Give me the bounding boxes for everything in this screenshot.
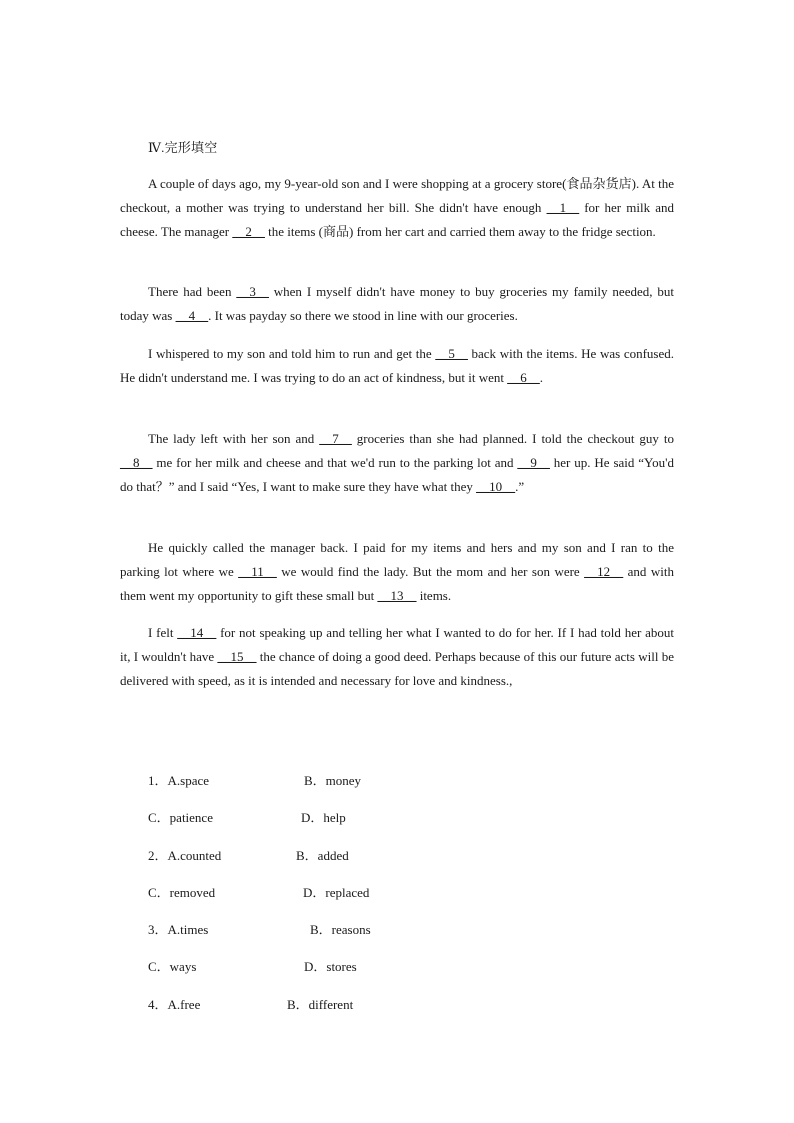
blank-number: __15__ (217, 649, 257, 664)
option-left: 2．A.counted (148, 848, 222, 863)
blank-number: __1__ (546, 200, 580, 215)
passage-paragraph-4 (120, 427, 674, 499)
option-right: B．reasons (310, 922, 371, 937)
option-right: D．replaced (303, 885, 370, 900)
passage-paragraph-2 (120, 280, 674, 328)
passage-text: back with the items. He was confused. He didn't understand me. I was trying to do an act of kindness, but it went (120, 346, 674, 385)
blank-number: __7__ (319, 431, 352, 446)
blank-number: __5__ (435, 346, 468, 361)
option-left: 3．A.times (148, 922, 209, 937)
blank-number: __2__ (232, 224, 265, 239)
blank-number: __11__ (238, 564, 277, 579)
blank-number: __8__ (120, 455, 153, 470)
passage-text: we would find the lady. But the mom and her son were (276, 564, 585, 579)
option-left: C．removed (148, 885, 216, 900)
option-left: C．patience (148, 810, 213, 825)
passage-paragraph-5 (120, 536, 674, 608)
passage-text: when I myself didn't have money to buy groceries my family needed, but today was (120, 284, 675, 323)
blank-number: __10__ (476, 479, 516, 494)
option-right: D．help (301, 810, 346, 825)
blank-number: __3__ (236, 284, 269, 299)
passage-text: for her milk and cheese. The manager (120, 200, 674, 239)
blank-number: __4__ (175, 308, 209, 323)
option-left: 1．A.space (148, 773, 210, 788)
passage-text: .” (515, 479, 525, 494)
blank-number: __6__ (507, 370, 540, 385)
passage-text: . (539, 370, 543, 385)
passage-text: There had been (148, 284, 237, 299)
passage-text: groceries than she had planned. I told the checkout guy to (351, 431, 674, 446)
passage-text: the chance of doing a good deed. Perhaps because of this our future acts will be delivered with speed, as it is intended and necessary for love and kindness., (120, 649, 674, 688)
option-left: C．ways (148, 959, 197, 974)
section-title: Ⅳ.完形填空 (148, 140, 218, 155)
blank-number: __9__ (517, 455, 550, 470)
passage-text: me for her milk and cheese and that we'd run to the parking lot and (152, 455, 518, 470)
passage-text: I felt (148, 625, 178, 640)
option-left: 4．A.free (148, 997, 201, 1012)
passage-text: He quickly called the manager back. I paid for my items and hers and my son and I ran to the parking lot where we (120, 540, 674, 579)
option-right: B．money (304, 773, 362, 788)
passage-text: and with them went my opportunity to gift these small but (120, 564, 674, 603)
passage-paragraph-6 (120, 621, 674, 693)
passage-text: I whispered to my son and told him to run and get the (148, 346, 436, 361)
passage-text: The lady left with her son and (148, 431, 320, 446)
blank-number: __13__ (377, 588, 417, 603)
passage-text: . It was payday so there we stood in line with our groceries. (208, 308, 518, 323)
blank-number: __14__ (177, 625, 217, 640)
blank-number: __12__ (584, 564, 624, 579)
option-right: D．stores (304, 959, 357, 974)
passage-text: her up. He said “You'd do that？” and I said “Yes, I want to make sure they have what they (120, 455, 674, 494)
passage-paragraph-1 (120, 172, 674, 244)
passage-text: for not speaking up and telling her what I wanted to do for her. If I had told her about it, I wouldn't have (120, 625, 675, 664)
passage-text: the items (商品) from her cart and carried them away to the fridge section. (264, 224, 656, 239)
option-right: B．added (296, 848, 349, 863)
passage-paragraph-3 (120, 342, 674, 390)
passage-text: A couple of days ago, my 9-year-old son and I were shopping at a grocery store(食品杂货店). At the checkout, a mother was trying to understand her bill. She didn't have enough (120, 176, 674, 215)
option-right: B．different (287, 997, 354, 1012)
passage-text: items. (416, 588, 452, 603)
